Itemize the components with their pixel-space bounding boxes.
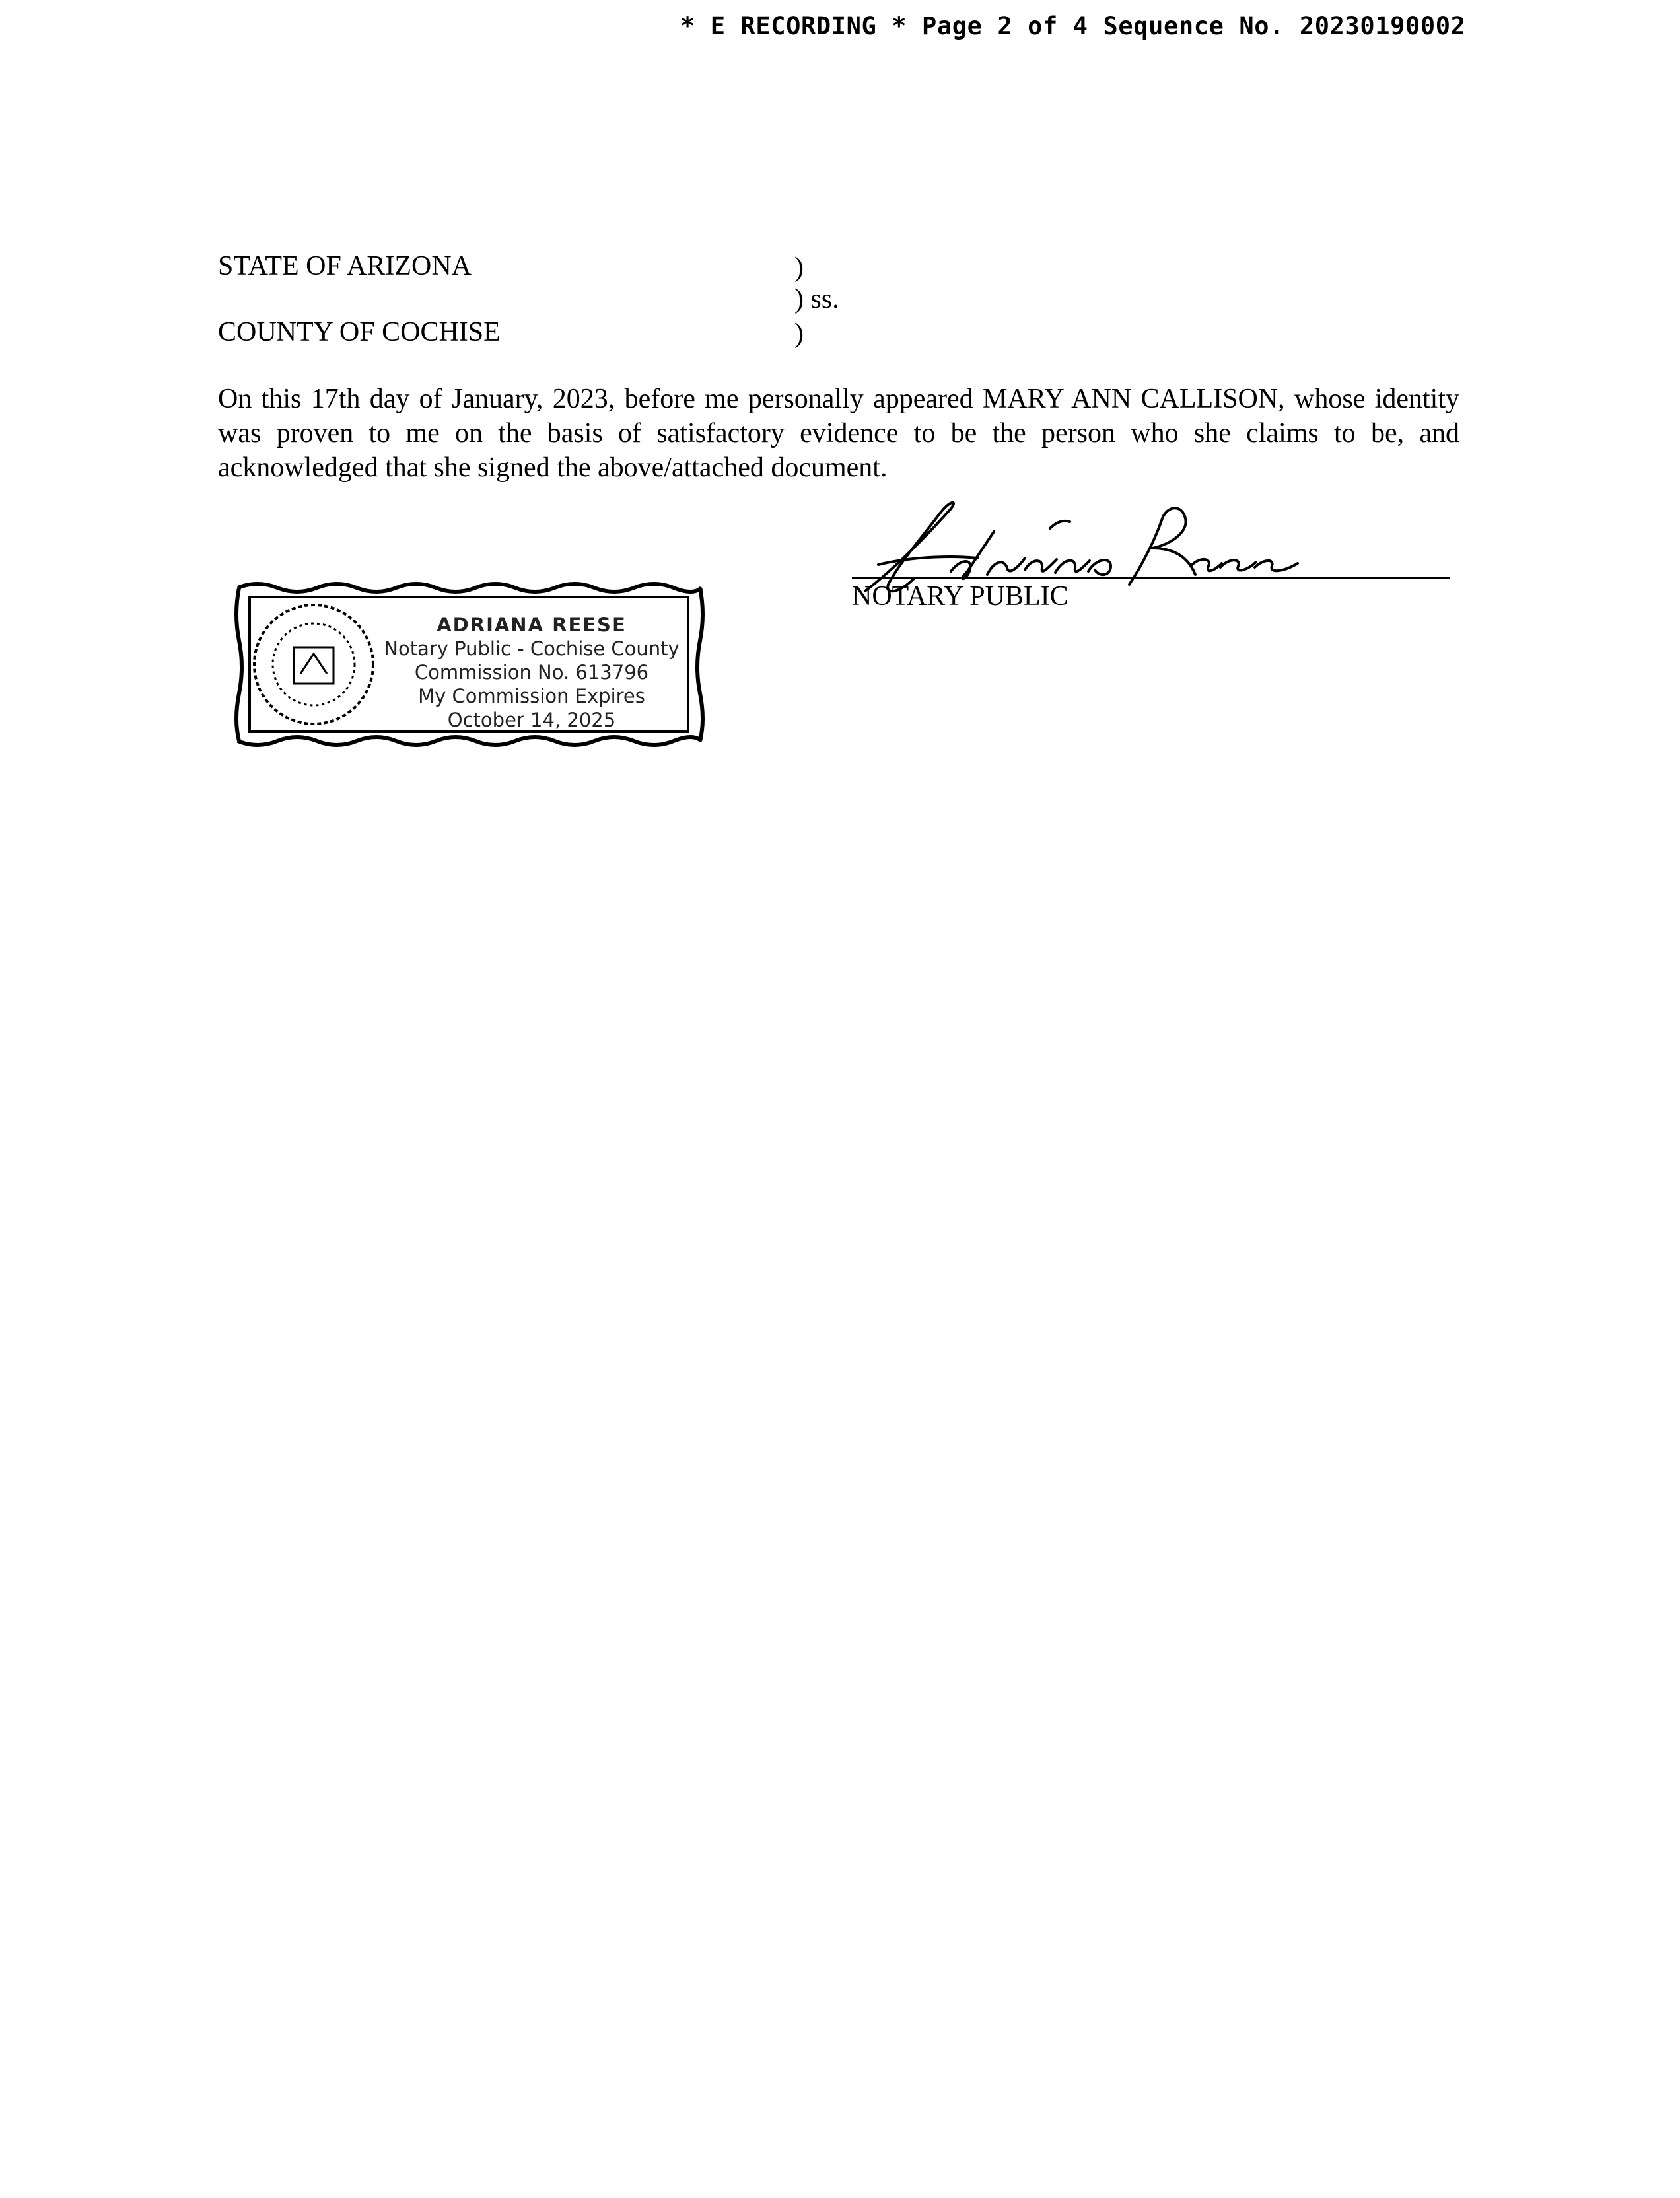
venue-ss: ) ss. xyxy=(794,284,839,314)
seal-expires-label: My Commission Expires xyxy=(418,685,645,707)
seal-name: ADRIANA REESE xyxy=(437,614,627,636)
seal-expires-date: October 14, 2025 xyxy=(447,709,616,731)
seal-title: Notary Public - Cochise County xyxy=(384,637,680,660)
venue-paren: ) xyxy=(794,318,804,349)
notary-seal-stamp xyxy=(231,575,707,754)
notary-public-label: NOTARY PUBLIC xyxy=(852,581,1068,612)
venue-county: COUNTY OF COCHISE xyxy=(218,317,501,347)
recording-header: * E RECORDING * Page 2 of 4 Sequence No. 20230190002 xyxy=(680,12,1466,40)
acknowledgment-paragraph: On this 17th day of January, 2023, before me personally appeared MARY ANN CALLISON, whose identity was proven to me on the basis of satisfactory evidence to be the person who she claims to be, and acknowledged that she signed the above/attached document. xyxy=(218,384,1459,483)
seal-commission: Commission No. 613796 xyxy=(414,661,649,684)
venue-paren: ) xyxy=(794,252,804,283)
venue-state: STATE OF ARIZONA xyxy=(218,251,472,281)
signature-line xyxy=(852,577,1450,579)
